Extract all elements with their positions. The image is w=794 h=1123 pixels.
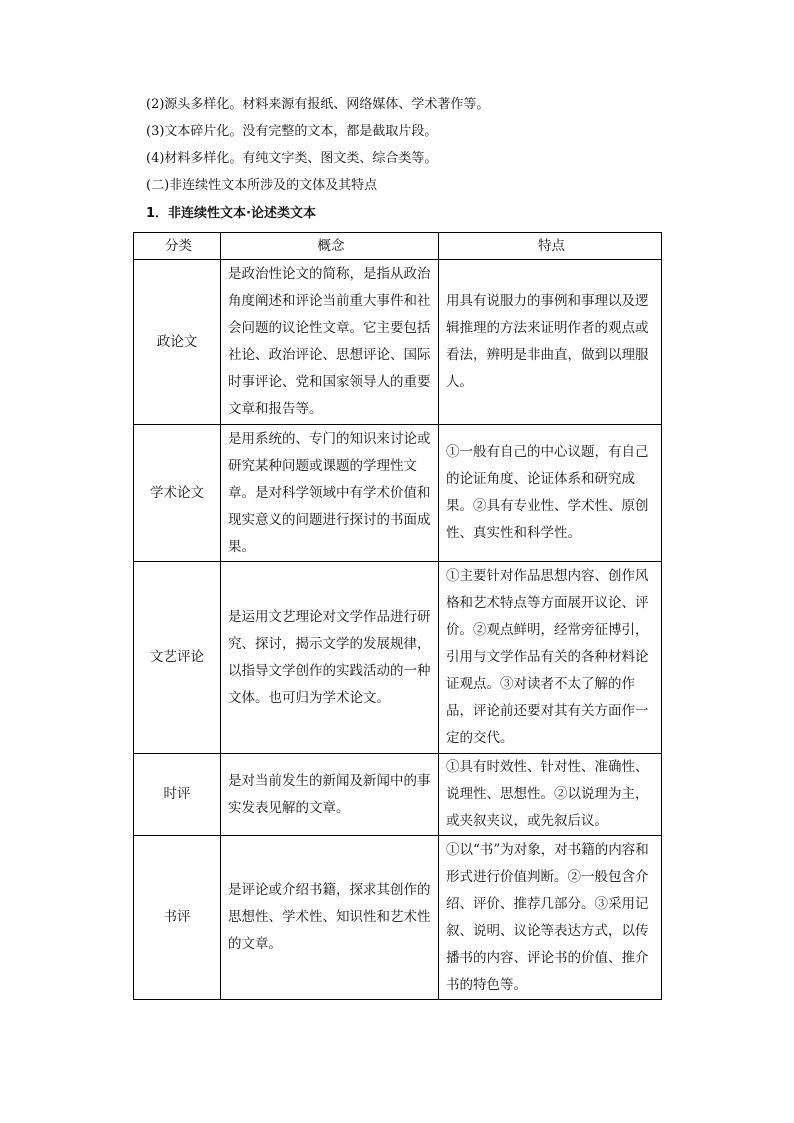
- concept-cell: 是政治性论文的简称，是指从政治角度阐述和评论当前重大事件和社会问题的议论性文章。它主要包括社论、政治评论、思想评论、国际时事评论、党和国家领导人的重要文章和报告等。: [221, 260, 439, 425]
- header-category: 分类: [134, 233, 221, 260]
- table-row: [134, 562, 662, 754]
- concept-cell: 是运用文艺理论对文学作品进行研究、探讨，揭示文学的发展规律，以指导文学创作的实践活动的一种文体。也可归为学术论文。: [221, 562, 439, 754]
- table-row: [134, 260, 662, 425]
- header-feature: 特点: [439, 233, 662, 260]
- table-header-row: [134, 233, 662, 260]
- feature-cell: 用具有说服力的事例和事理以及逻辑推理的方法来证明作者的观点或看法，辨明是非曲直，做到以理服人。: [439, 260, 662, 425]
- paragraph-material-diversity: (4)材料多样化。有纯文字类、图文类、综合类等。: [146, 151, 438, 166]
- section-heading: (二)非连续性文本所涉及的文体及其特点: [146, 178, 378, 193]
- category-cell: 书评: [134, 836, 221, 1000]
- feature-cell: ①一般有自己的中心议题，有自己的论证角度、论证体系和研究成果。②具有专业性、学术性、原创性、真实性和科学性。: [439, 425, 662, 562]
- table-row: [134, 836, 662, 1000]
- table-row: [134, 754, 662, 836]
- concept-cell: 是对当前发生的新闻及新闻中的事实发表见解的文章。: [221, 754, 439, 836]
- concept-cell: 是评论或介绍书籍，探求其创作的思想性、学术性、知识性和艺术性的文章。: [221, 836, 439, 1000]
- feature-cell: ①以“书”为对象，对书籍的内容和形式进行价值判断。②一般包含介绍、评价、推荐几部分。③采用记叙、说明、议论等表达方式，以传播书的内容、评论书的价值、推介书的特色等。: [439, 836, 662, 1000]
- concept-cell: 是用系统的、专门的知识来讨论或研究某种问题或课题的学理性文章。是对科学领域中有学术价值和现实意义的问题进行探讨的书面成果。: [221, 425, 439, 562]
- category-cell: 政论文: [134, 260, 221, 425]
- feature-cell: ①主要针对作品思想内容、创作风格和艺术特点等方面展开议论、评价。②观点鲜明，经常旁征博引，引用与文学作品有关的各种材料论证观点。③对读者不太了解的作品，评论前还要对其有关方面作一定的交代。: [439, 562, 662, 754]
- header-concept: 概念: [221, 233, 439, 260]
- feature-cell: ①具有时效性、针对性、准确性、说理性、思想性。②以说理为主，或夹叙夹议，或先叙后议。: [439, 754, 662, 836]
- category-cell: 文艺评论: [134, 562, 221, 754]
- paragraph-text-fragmentation: (3)文本碎片化。没有完整的文本，都是截取片段。: [146, 124, 438, 139]
- table-row: [134, 425, 662, 562]
- genre-table: [133, 232, 662, 1000]
- category-cell: 时评: [134, 754, 221, 836]
- paragraph-source-diversity: (2)源头多样化。材料来源有报纸、网络媒体、学术著作等。: [146, 97, 490, 112]
- category-cell: 学术论文: [134, 425, 221, 562]
- subsection-heading: 1．非连续性文本·论述类文本: [146, 206, 316, 221]
